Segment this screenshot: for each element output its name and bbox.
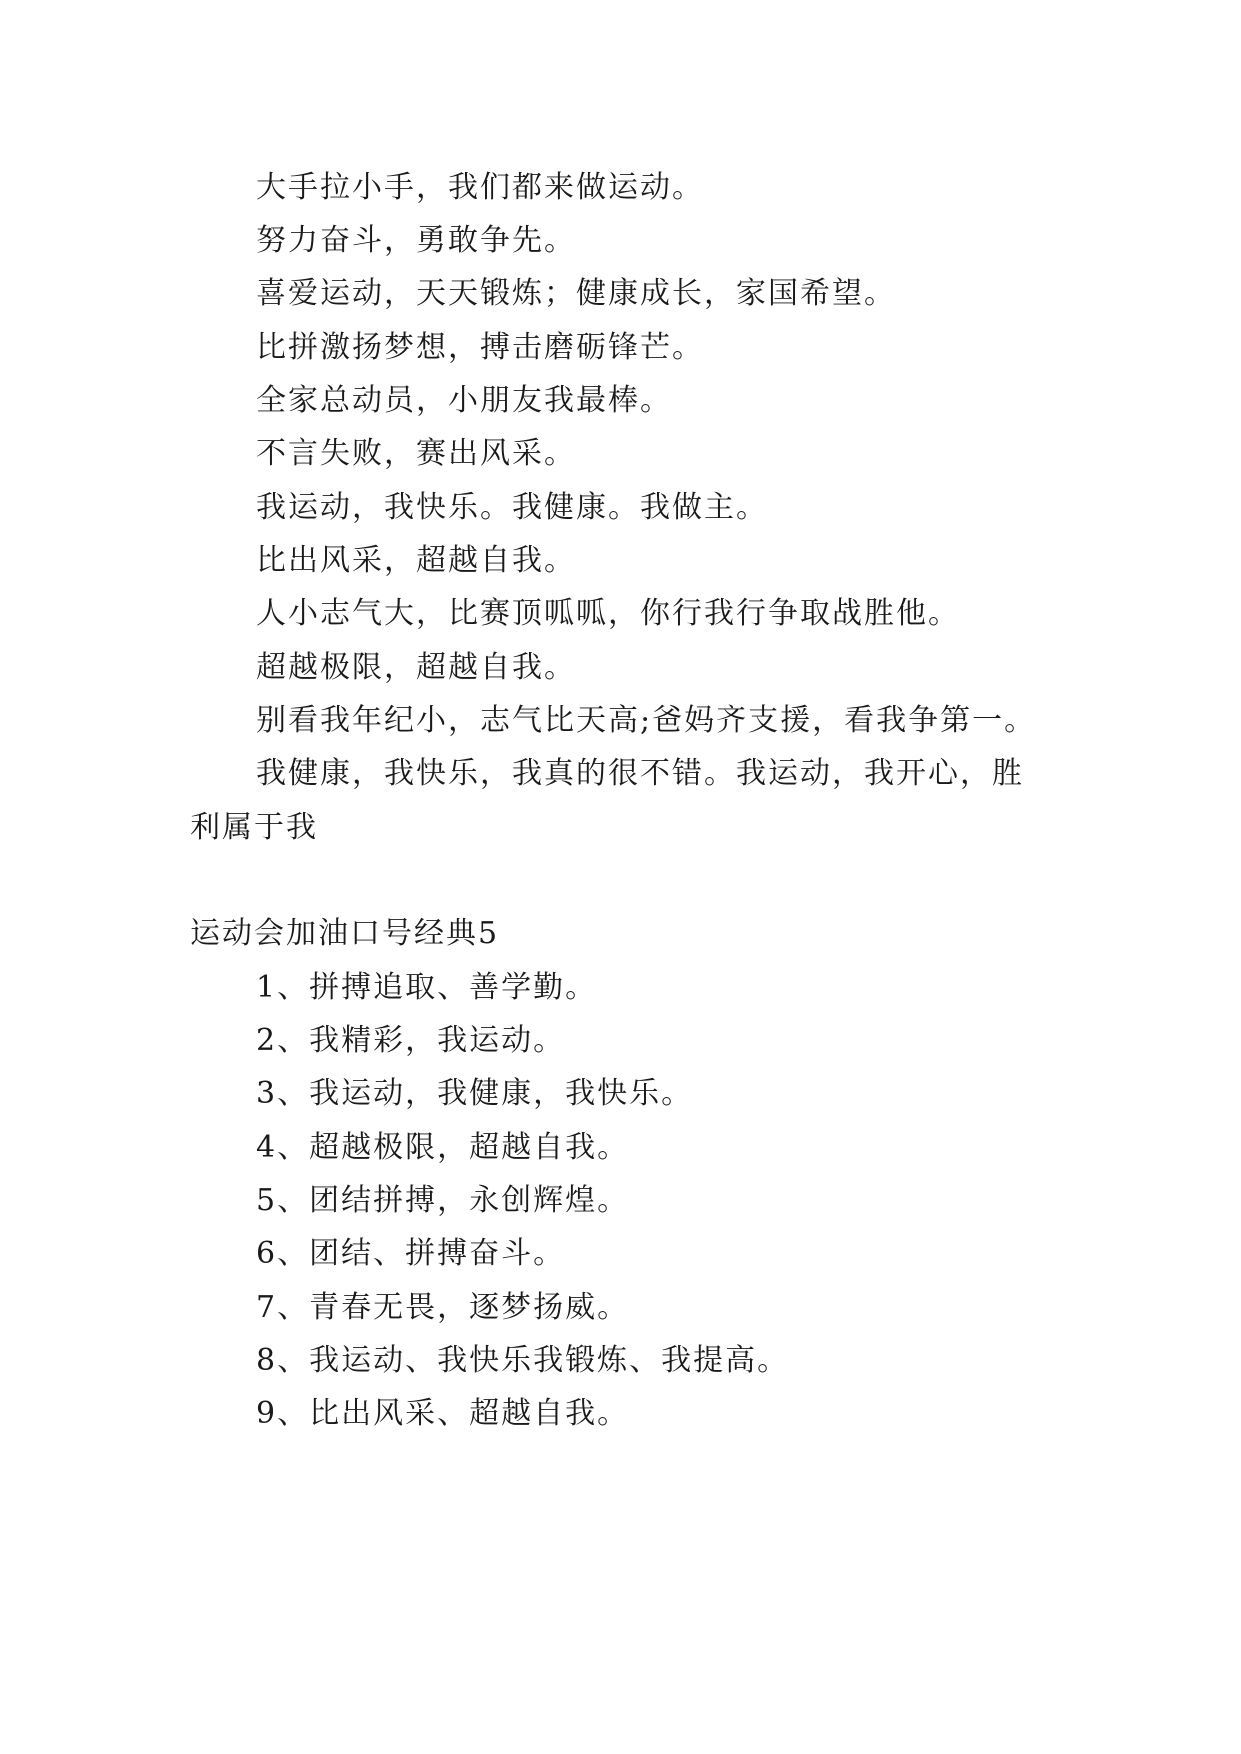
slogan-line: 大手拉小手，我们都来做运动。 <box>256 170 704 205</box>
numbered-slogan: 6、团结、拼搏奋斗。 <box>256 1236 566 1271</box>
slogan-line: 别看我年纪小，志气比天高;爸妈齐支援，看我争第一。 <box>256 703 1037 738</box>
numbered-slogan: 8、我运动、我快乐我锻炼、我提高。 <box>256 1343 790 1378</box>
numbered-slogan: 1、拼搏追取、善学勤。 <box>256 970 598 1005</box>
numbered-slogan: 4、超越极限，超越自我。 <box>256 1130 630 1165</box>
slogan-line: 不言失败，赛出风采。 <box>256 436 576 471</box>
slogan-line-wrapped: 我健康，我快乐，我真的很不错。我运动，我开心，胜 <box>256 756 1024 791</box>
numbered-slogan: 2、我精彩，我运动。 <box>256 1023 566 1058</box>
slogan-line: 人小志气大，比赛顶呱呱，你行我行争取战胜他。 <box>256 596 960 631</box>
slogan-line: 我运动，我快乐。我健康。我做主。 <box>256 490 768 525</box>
numbered-slogan: 3、我运动，我健康，我快乐。 <box>256 1076 694 1111</box>
slogan-line: 超越极限，超越自我。 <box>256 650 576 685</box>
slogan-line: 努力奋斗，勇敢争先。 <box>256 223 576 258</box>
numbered-slogan: 5、团结拼搏，永创辉煌。 <box>256 1183 630 1218</box>
slogan-line: 喜爱运动，天天锻炼；健康成长，家国希望。 <box>256 276 896 311</box>
section-title: 运动会加油口号经典5 <box>190 916 500 951</box>
numbered-slogan: 9、比出风采、超越自我。 <box>256 1396 630 1431</box>
numbered-slogan: 7、青春无畏，逐梦扬威。 <box>256 1290 630 1325</box>
slogan-line-continuation: 利属于我 <box>190 810 318 845</box>
slogan-line: 比拼激扬梦想，搏击磨砺锋芒。 <box>256 330 704 365</box>
slogan-line: 全家总动员，小朋友我最棒。 <box>256 383 672 418</box>
slogan-line: 比出风采，超越自我。 <box>256 543 576 578</box>
